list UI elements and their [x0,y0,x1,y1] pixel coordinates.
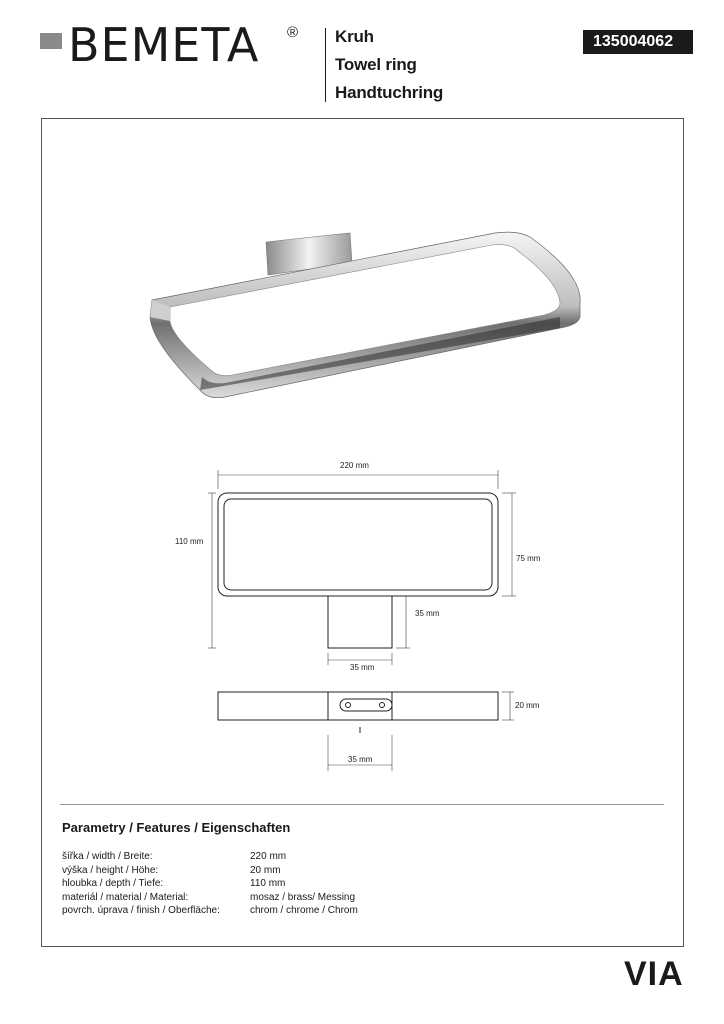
logo-mark [40,33,62,49]
section-divider [60,804,664,805]
product-photo [140,225,590,415]
series-name: VIA [624,955,684,993]
mount-block-outline [328,596,392,648]
ring-inner-outline [224,499,492,590]
technical-drawing [160,455,580,780]
dim-mount-width-label: 35 mm [350,663,375,672]
feature-label: hloubka / depth / Tiefe: [62,878,164,889]
features-heading: Parametry / Features / Eigenschaften [62,820,291,835]
feature-value: 20 mm [250,864,281,876]
ring-outer-outline [218,493,498,596]
bottom-view-bar [218,692,498,720]
table-row [62,904,482,918]
title-english: Towel ring [335,55,417,74]
feature-label: výška / height / Höhe: [62,864,159,876]
title-czech: Kruh [335,27,374,46]
table-row [62,877,482,891]
feature-value: mosaz / brass/ Messing [250,891,356,903]
dim-bottom-width-label: 35 mm [348,755,373,764]
product-code-badge: 135004062 [583,30,693,54]
dim-depth-label: 20 mm [515,701,540,710]
feature-value: 110 mm [250,878,286,889]
table-row [62,864,482,878]
feature-value: 220 mm [250,851,287,862]
feature-value: chrom / chrome / Chrom [250,905,358,916]
feature-label: šířka / width / Breite: [62,851,153,862]
brand-logo: BEMETA [68,18,260,72]
feature-label: povrch. úprava / finish / Oberfläche: [62,905,220,916]
features-table [62,850,482,918]
title-german: Handtuchring [335,83,444,102]
feature-label: materiál / material / Material: [62,891,189,903]
table-row [62,850,482,864]
header-divider [325,28,326,102]
dim-height-label: 110 mm [175,537,204,546]
dim-width-label: 220 mm [340,461,369,470]
table-row [62,891,482,905]
dim-ring-height-label: 75 mm [516,554,541,563]
registered-mark: ® [287,24,299,41]
dim-mount-projection-label: 35 mm [415,609,440,618]
